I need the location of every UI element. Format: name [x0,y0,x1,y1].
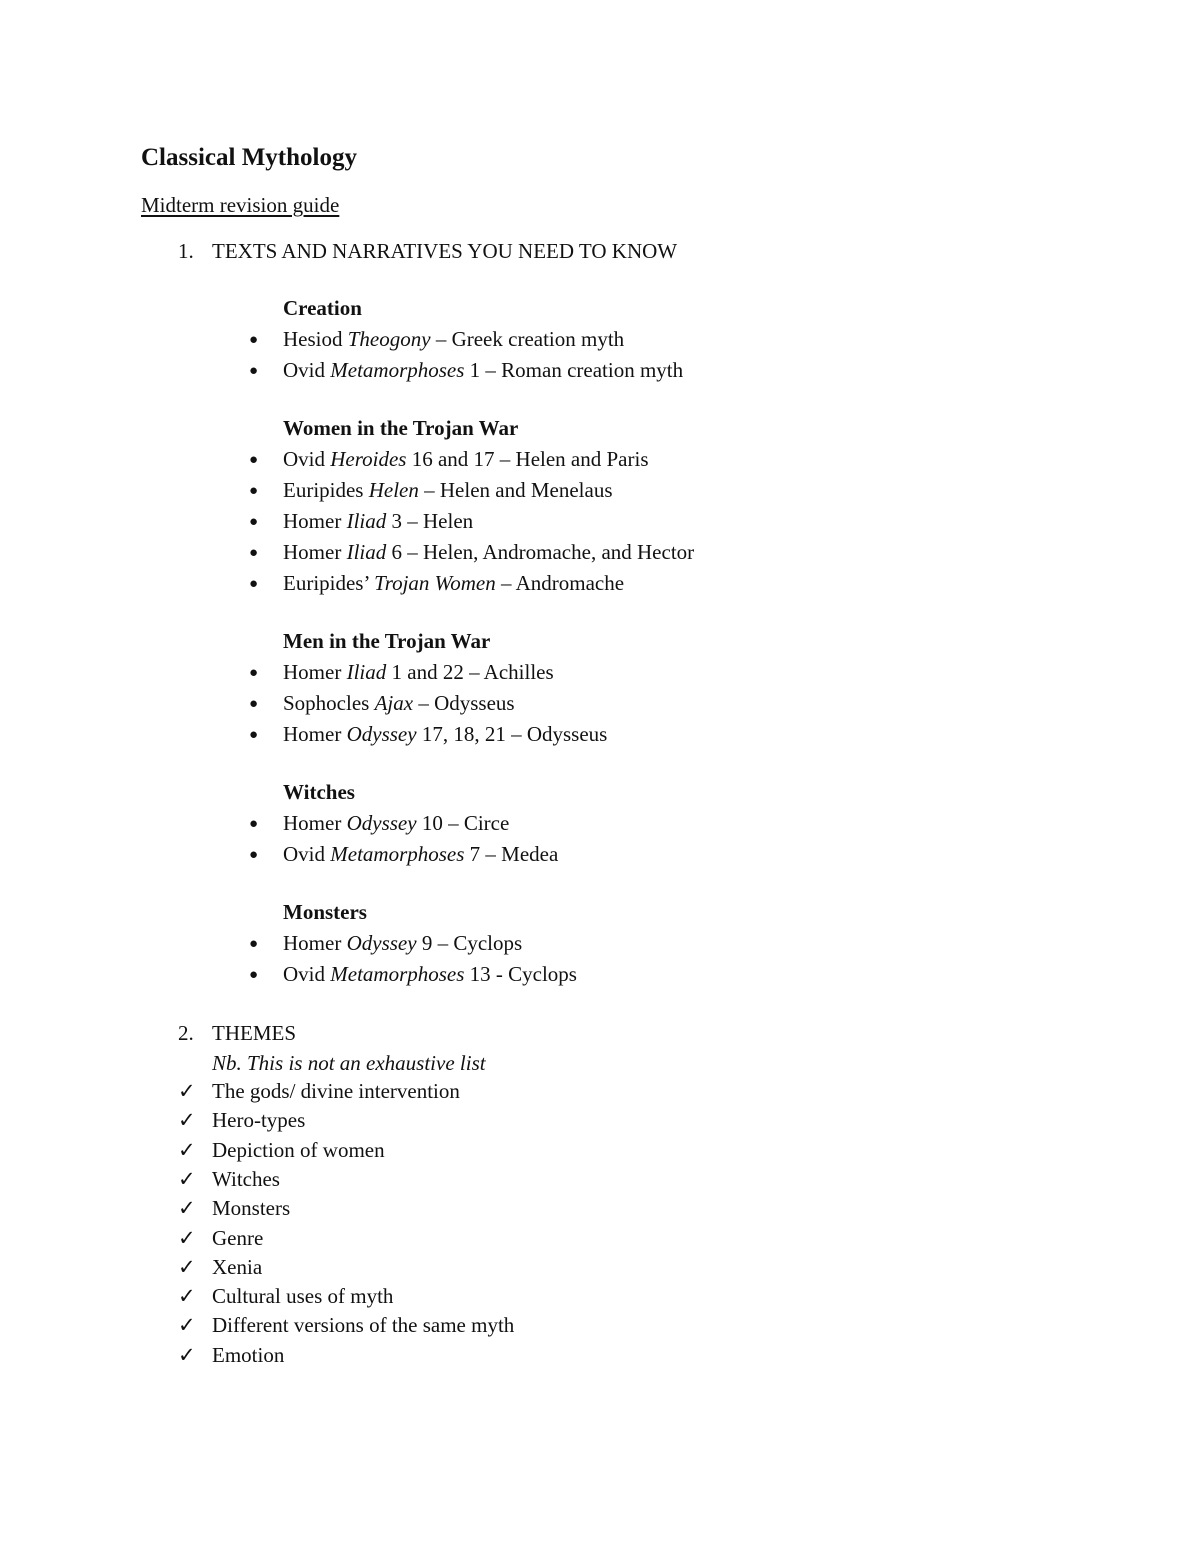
item-work-title: Odyssey [346,931,417,955]
item-detail: – Helen and Menelaus [418,478,613,502]
item-detail: 10 – Circe [416,811,510,835]
group-heading: Women in the Trojan War [283,416,519,440]
check-icon: ✓ [178,1254,196,1279]
item-work-title: Trojan Women [374,571,496,595]
item-detail: – Odysseus [413,691,515,715]
section-heading: THEMES [212,1021,296,1045]
theme-item: Witches [212,1166,280,1191]
list-item [283,724,607,745]
item-author: Homer [283,931,347,955]
list-item [283,573,624,594]
check-icon: ✓ [178,1137,196,1162]
item-author: Homer [283,509,347,533]
list-item [283,693,515,714]
bullet-icon: ● [249,452,259,468]
bullet-icon: ● [249,545,259,561]
theme-item: Different versions of the same myth [212,1313,515,1338]
check-icon: ✓ [178,1196,196,1221]
group-heading: Witches [283,780,355,804]
check-icon: ✓ [178,1166,196,1191]
check-icon: ✓ [178,1342,196,1367]
item-detail: 16 and 17 – Helen and Paris [406,447,649,471]
item-work-title: Ajax [374,691,414,715]
document-subtitle: Midterm revision guide [141,193,340,217]
item-author: Homer [283,540,347,564]
list-item [283,844,558,865]
item-work-title: Metamorphoses [330,842,465,866]
item-detail: – Greek creation myth [430,327,625,351]
check-icon: ✓ [178,1284,196,1309]
item-author: Ovid [283,447,331,471]
item-detail: 13 - Cyclops [464,962,577,986]
list-item [283,964,577,985]
document-title: Classical Mythology [141,144,357,171]
item-work-title: Iliad [346,509,387,533]
item-work-title: Iliad [346,660,387,684]
item-author: Euripides [283,478,369,502]
item-detail: – Andromache [495,571,625,595]
item-work-title: Metamorphoses [330,962,465,986]
theme-item: Emotion [212,1342,285,1367]
list-item [283,813,509,834]
item-detail: 9 – Cyclops [416,931,523,955]
item-work-title: Metamorphoses [330,358,465,382]
section-number: 2. [178,1021,194,1045]
list-item [283,542,694,563]
item-author: Ovid [283,962,331,986]
item-detail: 6 – Helen, Andromache, and Hector [386,540,695,564]
item-detail: 17, 18, 21 – Odysseus [416,722,608,746]
group-heading: Men in the Trojan War [283,629,491,653]
list-item [283,449,649,470]
list-item [283,480,613,501]
check-icon: ✓ [178,1079,196,1103]
theme-item: Monsters [212,1196,291,1221]
check-icon: ✓ [178,1313,196,1338]
item-author: Ovid [283,358,331,382]
bullet-icon: ● [249,332,259,348]
section-number: 1. [178,239,194,263]
bullet-icon: ● [249,847,259,863]
theme-item: Hero-types [212,1108,306,1133]
section-note: Nb. This is not an exhaustive list [212,1051,486,1075]
item-work-title: Heroides [330,447,407,471]
bullet-icon: ● [249,483,259,499]
list-item [283,329,624,350]
group-heading: Creation [283,296,362,320]
theme-item: Depiction of women [212,1137,385,1162]
bullet-icon: ● [249,514,259,530]
item-author: Ovid [283,842,331,866]
bullet-icon: ● [249,727,259,743]
bullet-icon: ● [249,816,259,832]
item-detail: 1 and 22 – Achilles [386,660,554,684]
item-detail: 7 – Medea [464,842,559,866]
item-work-title: Helen [368,478,419,502]
theme-item: Genre [212,1225,264,1250]
list-item [283,511,473,532]
list-item [283,662,554,683]
bullet-icon: ● [249,576,259,592]
bullet-icon: ● [249,696,259,712]
bullet-icon: ● [249,363,259,379]
item-author: Homer [283,660,347,684]
group-heading: Monsters [283,900,367,924]
item-author: Euripides’ [283,571,375,595]
bullet-icon: ● [249,936,259,952]
theme-item: Cultural uses of myth [212,1284,394,1309]
item-work-title: Iliad [346,540,387,564]
theme-item: The gods/ divine intervention [212,1079,460,1103]
item-work-title: Odyssey [346,811,417,835]
item-author: Homer [283,722,347,746]
bullet-icon: ● [249,665,259,681]
item-detail: 1 – Roman creation myth [464,358,684,382]
item-author: Sophocles [283,691,375,715]
item-detail: 3 – Helen [386,509,474,533]
item-author: Hesiod [283,327,348,351]
list-item [283,933,522,954]
bullet-icon: ● [249,967,259,983]
check-icon: ✓ [178,1225,196,1250]
section-heading: TEXTS AND NARRATIVES YOU NEED TO KNOW [212,239,678,263]
item-work-title: Theogony [347,327,431,351]
theme-item: Xenia [212,1254,263,1279]
check-icon: ✓ [178,1108,196,1133]
list-item [283,360,683,381]
item-author: Homer [283,811,347,835]
item-work-title: Odyssey [346,722,417,746]
